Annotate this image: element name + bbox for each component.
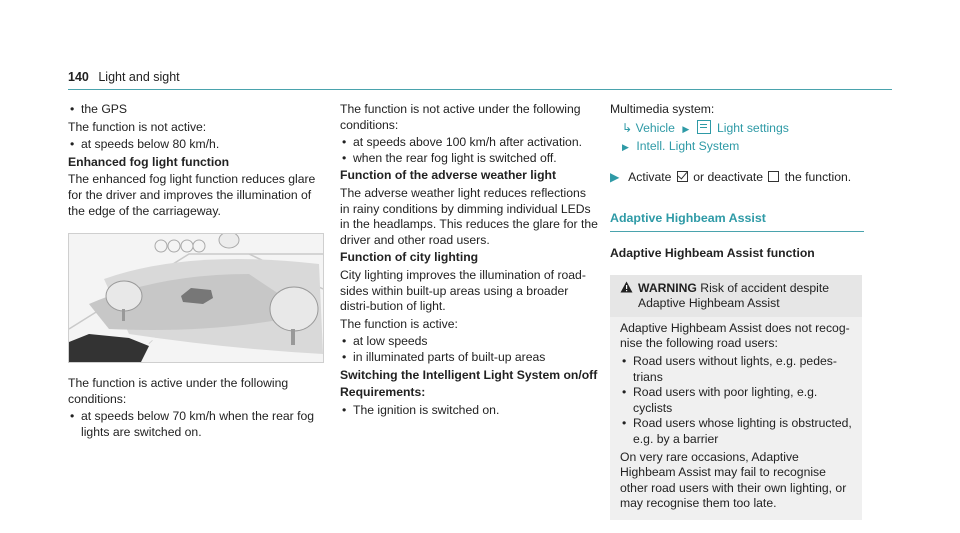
activation-step — [610, 170, 866, 186]
not-active-list — [340, 135, 598, 166]
warning-triangle-icon — [620, 281, 638, 312]
requirements-list — [340, 403, 598, 419]
column-3 — [610, 102, 866, 520]
requirements-heading: Requirements: — [340, 385, 426, 400]
adaptive-highbeam-subheading: Adaptive Highbeam Assist function — [610, 245, 815, 260]
list-item: • at speeds below 70 km/h when the rear fog lights are switched on. — [68, 409, 326, 440]
fog-light-body: The enhanced fog light function reduces glare for the driver and improves the illumination of the edge of the carriageway. — [68, 172, 316, 218]
list-item: • in illuminated parts of built-up areas — [340, 350, 598, 366]
warning-intro: Adaptive Highbeam Assist does not recog-nise the following road users: — [620, 320, 850, 351]
warning-list — [620, 354, 854, 448]
city-active-intro: The function is active: — [340, 316, 458, 331]
list-item: • at speeds above 100 km/h after activation. — [340, 135, 598, 151]
page-header — [68, 70, 180, 86]
step-the-function: the function. — [784, 169, 852, 184]
section-divider — [610, 231, 864, 232]
active-intro: The function is active under the following conditions: — [68, 376, 289, 406]
page-number: 140 — [68, 70, 89, 84]
menu-vehicle: Vehicle — [635, 120, 675, 135]
fog-light-illustration — [68, 233, 324, 363]
section-name: Light and sight — [98, 70, 180, 84]
weather-light-heading: Function of the adverse weather light — [340, 168, 557, 183]
weather-light-body: The adverse weather light reduces reflections in rainy conditions by dimming individual LEDs in the headlamps. This reduces the glare for the driver and other road users. — [340, 185, 598, 247]
warning-header — [610, 275, 862, 317]
warning-header-text — [638, 281, 854, 312]
menu-light-settings: Light settings — [717, 120, 789, 135]
checkbox-checked-icon — [677, 171, 688, 182]
header-divider — [68, 89, 892, 90]
fog-light-illustration-svg — [69, 234, 323, 362]
list-item: • when the rear fog light is switched off. — [340, 151, 598, 167]
menu-path-line-2 — [610, 139, 866, 156]
column-1 — [68, 102, 326, 443]
list-item: • Road users whose lighting is obstructed, e.g. by a barrier — [620, 416, 854, 447]
menu-path-line-1 — [610, 120, 866, 138]
gps-list — [68, 102, 326, 118]
city-lighting-heading: Function of city lighting — [340, 250, 479, 265]
not-active-list — [68, 137, 326, 153]
warning-body — [610, 317, 862, 520]
list-item: • The ignition is switched on. — [340, 403, 598, 419]
step-activate: Activate — [628, 169, 672, 184]
warning-outro: On very rare occasions, Adaptive Highbeam Assist may fail to recognise other road users with their own lighting, or may recognise them too late. — [620, 449, 847, 511]
not-active-intro: The function is not active: — [68, 119, 207, 134]
light-settings-icon — [697, 120, 711, 134]
step-or-deactivate: or deactivate — [693, 169, 764, 184]
menu-separator-icon: ▶ — [682, 123, 690, 134]
list-item: • the GPS — [68, 102, 326, 118]
city-active-list — [340, 334, 598, 365]
warning-label: WARNING — [638, 280, 697, 295]
warning-box — [610, 275, 862, 520]
list-item: • at low speeds — [340, 334, 598, 350]
warning-title: Risk of accident despite Adaptive Highbeam Assist — [638, 280, 830, 311]
play-arrow-icon: ▶ — [610, 169, 620, 184]
list-item: • Road users with poor lighting, e.g. cyclists — [620, 385, 854, 416]
list-item: • at speeds below 80 km/h. — [68, 137, 326, 153]
switching-heading: Switching the Intelligent Light System on/off — [340, 367, 598, 382]
checkbox-empty-icon — [768, 171, 779, 182]
fog-light-heading: Enhanced fog light function — [68, 154, 230, 169]
active-list — [68, 409, 326, 440]
city-lighting-body: City lighting improves the illumination of road-sides within built-up areas using a broader distri-bution of light. — [340, 267, 586, 314]
not-active-intro: The function is not active under the following conditions: — [340, 102, 581, 132]
multimedia-intro: Multimedia system: — [610, 102, 715, 116]
column-2 — [340, 102, 598, 420]
menu-intell-light-system: Intell. Light System — [636, 139, 740, 154]
list-item: • Road users without lights, e.g. pedes-trians — [620, 354, 854, 385]
adaptive-highbeam-heading: Adaptive Highbeam Assist — [610, 211, 766, 226]
menu-separator-icon: ▶ — [622, 142, 629, 153]
menu-return-arrow-icon: ↳ — [622, 120, 633, 135]
